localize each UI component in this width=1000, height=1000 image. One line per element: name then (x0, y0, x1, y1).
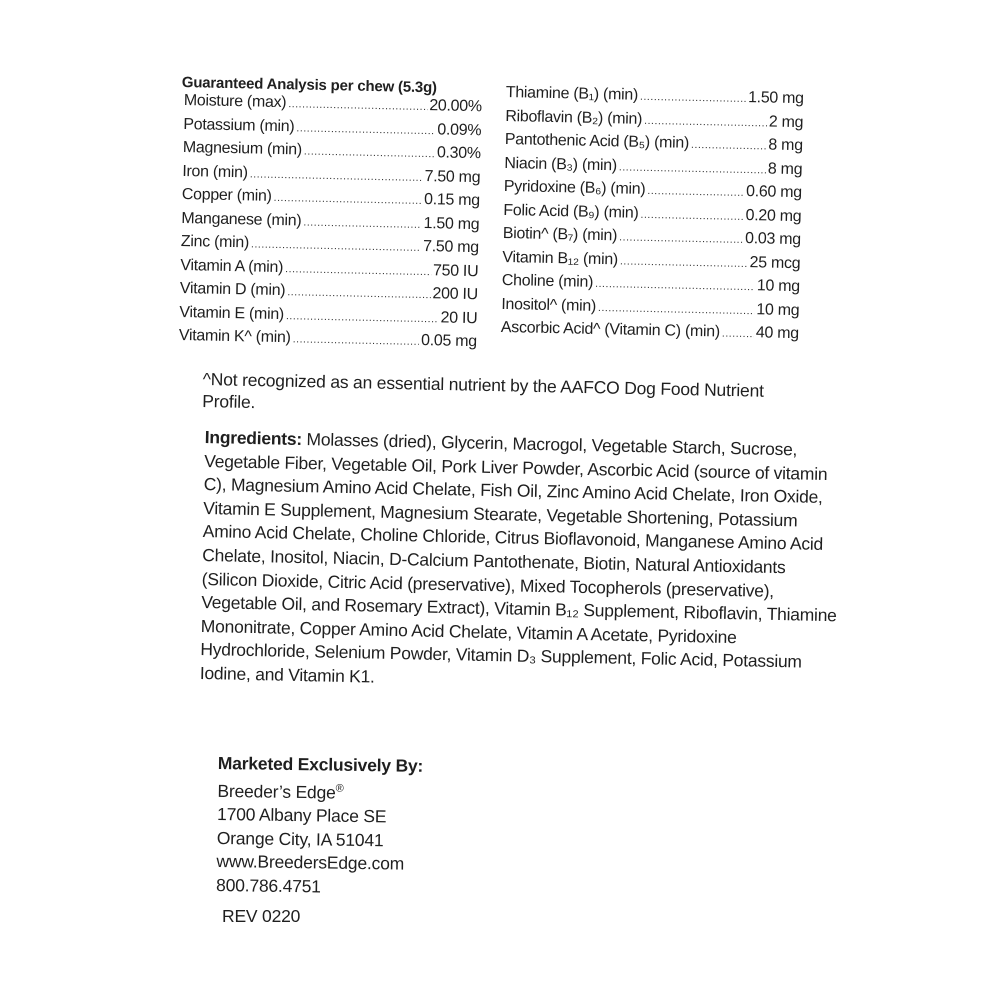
nutrient-value: 7.50 mg (424, 167, 481, 186)
dot-leader (619, 231, 743, 246)
nutrient-value: 0.09% (437, 120, 482, 139)
nutrient-value: 7.50 mg (422, 238, 479, 257)
nutrient-name: Choline (min) (501, 271, 594, 291)
ingredients-label: Ingredients: (204, 426, 303, 450)
nutrient-name: Vitamin E (min) (179, 303, 285, 323)
dot-leader (640, 208, 743, 222)
nutrient-value: 1.50 mg (423, 214, 480, 233)
address-line-1: 1700 Albany Place SE (216, 804, 387, 827)
dot-leader (292, 333, 419, 348)
nutrient-name: Vitamin D (min) (179, 279, 286, 300)
dot-leader (251, 238, 421, 254)
dot-leader (691, 139, 767, 153)
nutrient-name: Vitamin A (min) (180, 256, 284, 276)
nutrient-name: Zinc (min) (180, 232, 250, 252)
nutrient-value: 0.15 mg (423, 191, 480, 210)
dot-leader (640, 91, 746, 105)
company-name (217, 776, 423, 806)
footnote: ^Not recognized as an essential nutrient by the AAFCO Dog Food Nutrient Profile. (202, 368, 764, 413)
nutrient-name: Vitamin B₁₂ (min) (502, 248, 619, 268)
nutrient-value: 20.00% (429, 97, 482, 116)
dot-leader (273, 192, 422, 207)
dot-leader (285, 263, 431, 278)
nutrient-value: 0.30% (436, 144, 481, 163)
guaranteed-analysis-left-column (179, 92, 482, 357)
nutrient-name: Thiamine (B₁) (min) (505, 84, 639, 104)
dot-leader (296, 122, 435, 137)
dot-leader (722, 328, 754, 341)
nutrient-row (179, 327, 477, 357)
dot-leader (303, 216, 421, 230)
revision-code: REV 0220 (222, 906, 301, 926)
dot-leader (644, 114, 767, 129)
registered-mark: ® (335, 782, 344, 795)
dot-leader (647, 185, 744, 199)
marketed-by-heading: Marketed Exclusively By: (217, 752, 424, 776)
nutrient-value: 25 mcg (749, 253, 801, 272)
nutrient-name: Copper (min) (181, 185, 272, 205)
nutrient-name: Iron (min) (182, 162, 248, 181)
nutrient-name: Vitamin K^ (min) (178, 326, 291, 347)
dot-leader (620, 255, 748, 270)
nutrient-value: 40 mg (755, 324, 800, 343)
nutrient-name: Inositol^ (min) (501, 295, 597, 315)
nutrient-value: 8 mg (768, 136, 803, 155)
nutrient-value: 0.60 mg (745, 183, 802, 202)
dot-leader (287, 286, 430, 301)
nutrient-row (501, 319, 799, 349)
ingredients-text: Molasses (dried), Glycerin, Macrogol, Vegetable Starch, Sucrose, Vegetable Fiber, Vegetable Oil, Pork Liver Powder, Ascorbic Acid (source of vitamin C), Magnesium Amino Acid Chelate, Fish Oil, Zinc Amino Acid Chelate, Iron Oxide, Vitamin E Supplement, Magnesium Stearate, Vegetable Shortening, Potassium Amino Acid Chelate, Choline Chloride, Citrus Bioflavonoid, Manganese Amino Acid Chelate, Inositol, Niacin, D-Calcium Pantothenate, Biotin, Natural Antioxidants (Silicon Dioxide, Citric Acid (preservative), Mixed Tocopherols (preservative), Vegetable Oil, and Rosemary Extract), Vitamin B₁₂ Supplement, Riboflavin, Thiamine Mononitrate, Copper Amino Acid Chelate, Vitamin A Acetate, Pyridoxine Hydrochloride, Selenium Powder, Vitamin D₃ Supplement, Folic Acid, Potassium Iodine, and Vitamin K1. (199, 429, 837, 687)
nutrient-name: Magnesium (min) (182, 138, 303, 159)
dot-leader (304, 146, 435, 161)
address-line-2: Orange City, IA 51041 (216, 827, 384, 850)
nutrient-value: 0.05 mg (420, 332, 478, 351)
nutrient-name: Riboflavin (B₂) (min) (505, 107, 643, 128)
dot-leader (619, 161, 766, 176)
nutrient-name: Manganese (min) (181, 209, 302, 229)
nutrient-value: 1.50 mg (747, 89, 804, 108)
guaranteed-analysis-title: Guaranteed Analysis per chew (5.3g) (181, 74, 437, 97)
nutrient-value: 20 IU (440, 308, 478, 327)
nutrient-value: 200 IU (432, 285, 478, 304)
nutrient-name: Potassium (min) (183, 115, 295, 135)
nutrient-name: Ascorbic Acid^ (Vitamin C) (min) (500, 318, 721, 341)
nutrient-name: Moisture (max) (183, 92, 287, 112)
nutrient-value: 0.20 mg (745, 206, 802, 225)
nutrient-name: Biotin^ (B₇) (min) (502, 224, 618, 245)
nutrient-value: 8 mg (767, 160, 803, 178)
guaranteed-analysis-right-column (501, 84, 804, 349)
marketed-by-block (216, 752, 423, 900)
website-link[interactable]: www.BreedersEdge.com (216, 851, 405, 874)
nutrient-name: Niacin (B₃) (min) (504, 154, 618, 174)
ingredients-paragraph (200, 426, 845, 699)
nutrient-value: 10 mg (756, 300, 800, 319)
nutrient-name: Pyridoxine (B₆) (min) (503, 177, 646, 198)
dot-leader (250, 168, 423, 184)
nutrient-name: Folic Acid (B₉) (min) (503, 201, 639, 222)
dot-leader (595, 278, 755, 293)
nutrient-name: Pantothenic Acid (B₅) (min) (504, 130, 690, 152)
nutrient-value: 2 mg (768, 113, 804, 131)
dot-leader (598, 301, 755, 316)
nutrient-value: 750 IU (432, 261, 479, 280)
dot-leader (286, 310, 439, 325)
nutrient-value: 10 mg (756, 277, 800, 296)
dot-leader (288, 98, 427, 113)
nutrient-value: 0.03 mg (744, 230, 801, 249)
phone-number: 800.786.4751 (216, 874, 321, 897)
company-name-text: Breeder’s Edge (217, 780, 336, 803)
